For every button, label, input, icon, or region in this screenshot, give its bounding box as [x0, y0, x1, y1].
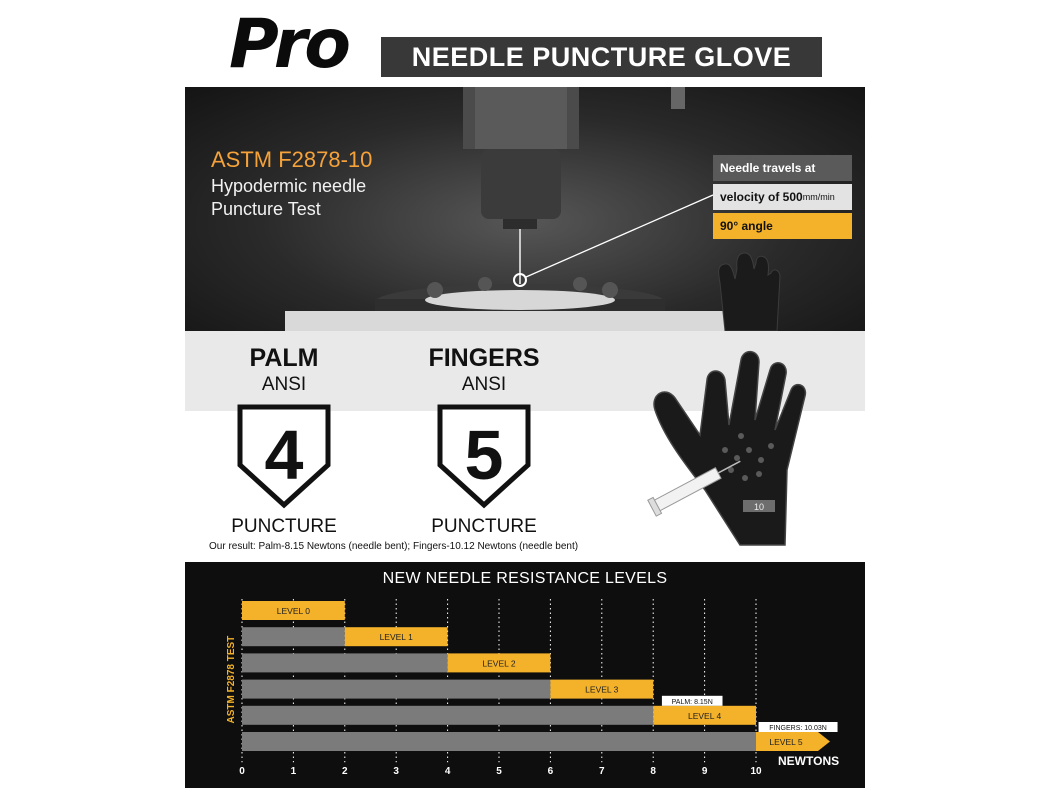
fingers-rating: [399, 343, 569, 539]
resistance-chart: [185, 562, 865, 788]
x-tick-label: 5: [496, 766, 502, 778]
glove-syringe-illustration: [645, 340, 865, 555]
press-body: [481, 149, 561, 219]
annotation-label: PALM: 8.15N: [671, 698, 713, 706]
resistance-chart-panel: [185, 562, 865, 788]
x-tick-label: 1: [290, 766, 297, 778]
x-tick-label: 6: [547, 766, 554, 778]
y-axis-label: ASTM F2878 TEST: [226, 635, 237, 724]
glove-palm-icon: [654, 352, 805, 545]
shield-icon: [434, 401, 534, 511]
velocity-value: velocity of 500: [720, 190, 803, 204]
rating-type: PUNCTURE: [431, 516, 537, 537]
x-tick-label: 8: [650, 766, 656, 778]
glove-tag-label: 10: [753, 502, 765, 512]
callout-needle-travel: Needle travels at: [713, 155, 852, 181]
level-label: LEVEL 2: [482, 658, 516, 669]
annotation-label: FINGERS: 10.03N: [769, 725, 827, 732]
page-title: NEEDLE PUNCTURE GLOVE: [381, 37, 822, 77]
rating-standard: ANSI: [261, 374, 307, 395]
level-label: LEVEL 1: [379, 632, 413, 643]
level-label: LEVEL 0: [276, 606, 311, 616]
rating-level: 5: [464, 416, 504, 494]
chart-title: NEW NEEDLE RESISTANCE LEVELS: [382, 570, 668, 587]
level-base-bar: [242, 706, 653, 725]
level-base-bar: [242, 653, 448, 672]
rating-location: PALM: [249, 344, 319, 372]
x-tick-label: 10: [750, 766, 762, 778]
rating-location: FINGERS: [428, 344, 540, 372]
callout-velocity: [713, 184, 852, 210]
result-note: Our result: Palm-8.15 Newtons (needle bent); Fingers-10.12 Newtons (needle bent): [209, 541, 579, 552]
shield-icon: [234, 401, 334, 511]
test-description: [211, 145, 372, 221]
velocity-unit: mm/min: [802, 192, 835, 202]
standard-code: ASTM F2878-10: [211, 147, 373, 172]
rating-type: PUNCTURE: [231, 516, 337, 537]
x-tick-label: 3: [393, 766, 399, 778]
test-line-1: Hypodermic needle: [211, 176, 367, 196]
x-tick-label: 9: [701, 766, 708, 778]
rating-standard: ANSI: [461, 374, 507, 395]
level-label: LEVEL 5: [769, 737, 803, 747]
x-axis-label: NEWTONS: [778, 754, 840, 769]
x-tick-label: 0: [239, 766, 245, 778]
test-callout: [713, 155, 852, 242]
level-base-bar: [242, 627, 345, 646]
x-tick-label: 7: [599, 766, 605, 778]
needle-test-photo: [185, 87, 865, 331]
palm-rating: [199, 343, 369, 539]
x-tick-label: 2: [342, 766, 348, 778]
x-tick-label: 4: [444, 766, 451, 778]
test-line-2: Puncture Test: [211, 199, 321, 219]
brand-logo: Pro: [229, 5, 348, 84]
level-base-bar: [242, 680, 550, 699]
infographic: [185, 0, 865, 788]
glove-illustration: [719, 253, 780, 331]
level-label: LEVEL 3: [585, 684, 619, 695]
level-label: LEVEL 4: [687, 710, 722, 721]
callout-angle: 90° angle: [713, 213, 852, 239]
rating-level: 4: [264, 416, 304, 494]
level-base-bar: [242, 732, 756, 751]
